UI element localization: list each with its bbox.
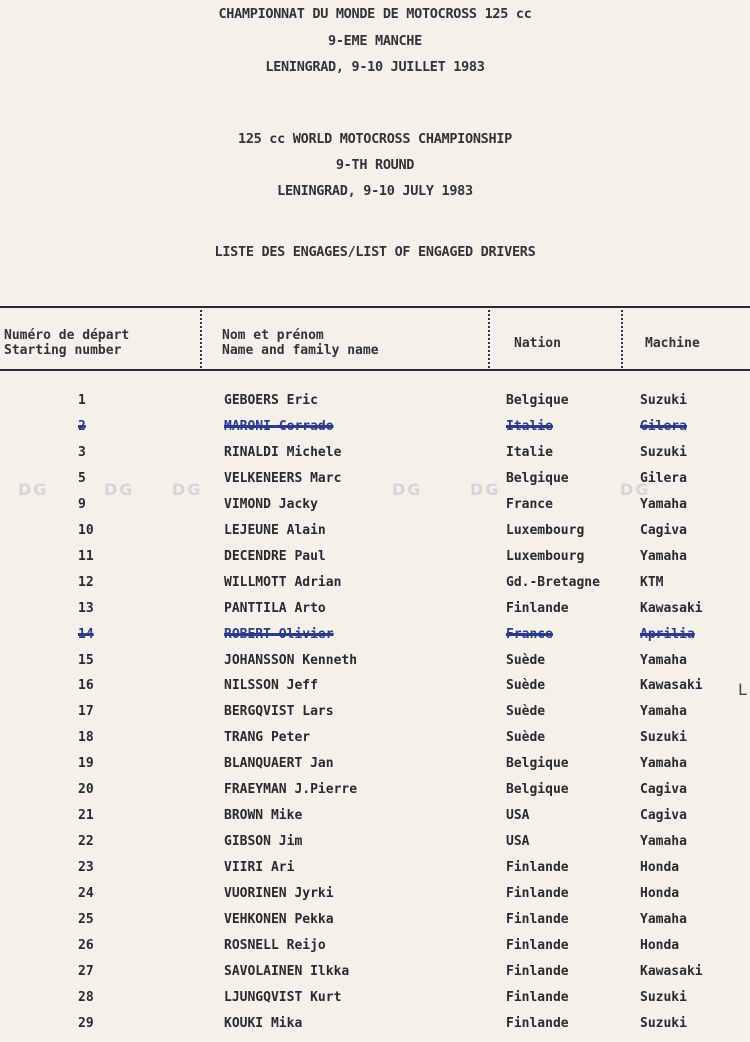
- table-row: [0, 471, 750, 497]
- table-row: [0, 445, 750, 471]
- machine: Yamaha: [640, 912, 687, 927]
- en-round: 9-TH ROUND: [335, 157, 415, 173]
- starting-number: 18: [78, 730, 94, 746]
- fr-round: 9-EME MANCHE: [328, 33, 422, 49]
- nation: Suède: [506, 652, 546, 668]
- starting-number: 17: [78, 704, 94, 720]
- column-header-number: Numéro de départ Starting number: [4, 328, 130, 358]
- nation: Finlande: [506, 989, 569, 1005]
- nation: Belgique: [506, 393, 569, 408]
- driver-name: LJUNGQVIST Kurt: [224, 989, 342, 1005]
- nation: France: [506, 626, 553, 642]
- starting-number: 20: [78, 782, 94, 798]
- machine: Yamaha: [640, 496, 687, 512]
- table-row: [0, 653, 750, 679]
- table-row: [0, 912, 750, 938]
- table-row: [0, 756, 750, 782]
- en-place: LENINGRAD, 9-10 JULY 1983: [277, 183, 473, 199]
- machine: Gilera: [640, 418, 687, 434]
- machine: Kawasaki: [640, 963, 703, 979]
- machine: Suzuki: [640, 444, 687, 460]
- driver-name: GIBSON Jim: [224, 834, 303, 850]
- table-top-rule: [0, 306, 750, 308]
- table-row: [0, 964, 750, 990]
- starting-number: 10: [78, 522, 94, 538]
- nation: Finlande: [506, 963, 569, 979]
- nation: Finlande: [506, 600, 569, 616]
- nation: Italie: [506, 444, 553, 460]
- driver-name: VIIRI Ari: [224, 860, 295, 876]
- table-row: [0, 601, 750, 627]
- nation: Finlande: [506, 937, 569, 953]
- nation: Belgique: [506, 756, 569, 772]
- starting-number: 28: [78, 989, 94, 1005]
- starting-number: 1: [78, 393, 86, 408]
- table-row: [0, 886, 750, 912]
- driver-name: BROWN Mike: [224, 808, 303, 824]
- nation: Suède: [506, 730, 546, 746]
- machine: Suzuki: [640, 393, 687, 408]
- driver-name: ROBERT Olivier: [224, 626, 334, 642]
- starting-number: 2: [78, 418, 86, 434]
- machine: Yamaha: [640, 834, 687, 850]
- driver-name: VUORINEN Jyrki: [224, 886, 334, 902]
- starting-number: 26: [78, 937, 94, 953]
- starting-number: 19: [78, 756, 94, 772]
- driver-name: RINALDI Michele: [224, 444, 342, 460]
- table-row: [0, 730, 750, 756]
- starting-number: 12: [78, 574, 94, 590]
- column-separator: [200, 310, 202, 368]
- starting-number: 25: [78, 912, 94, 927]
- table-row: [0, 938, 750, 964]
- watermark: DG: [392, 480, 423, 499]
- starting-number: 29: [78, 1015, 94, 1031]
- table-row: [0, 419, 750, 445]
- table-header-rule: [0, 369, 750, 371]
- driver-name: TRANG Peter: [224, 730, 311, 746]
- starting-number: 16: [78, 678, 94, 694]
- machine: Aprilia: [640, 626, 695, 642]
- machine: Cagiva: [640, 808, 687, 824]
- driver-name: VELKENEERS Marc: [224, 470, 342, 486]
- table-row: [0, 782, 750, 808]
- machine: Yamaha: [640, 652, 687, 668]
- starting-number: 5: [78, 470, 86, 486]
- driver-name: WILLMOTT Adrian: [224, 574, 342, 590]
- nation: Gd.-Bretagne: [506, 574, 600, 590]
- machine: Kawasaki: [640, 678, 703, 694]
- driver-name: NILSSON Jeff: [224, 678, 318, 694]
- column-header-nation: Nation: [514, 336, 561, 351]
- en-title: 125 cc WORLD MOTOCROSS CHAMPIONSHIP: [238, 131, 512, 147]
- starting-number: 14: [78, 626, 94, 642]
- watermark: DG: [470, 480, 501, 499]
- nation: France: [506, 496, 553, 512]
- driver-name: DECENDRE Paul: [224, 548, 326, 564]
- starting-number: 23: [78, 860, 94, 876]
- starting-number: 24: [78, 886, 94, 902]
- starting-number: 27: [78, 963, 94, 979]
- machine: Cagiva: [640, 782, 687, 798]
- machine: Cagiva: [640, 522, 687, 538]
- driver-name: SAVOLAINEN Ilkka: [224, 963, 350, 979]
- machine: Suzuki: [640, 989, 687, 1005]
- table-row: [0, 549, 750, 575]
- watermark: DG: [104, 480, 135, 499]
- table-row: [0, 704, 750, 730]
- driver-name: JOHANSSON Kenneth: [224, 652, 358, 668]
- starting-number: 21: [78, 808, 94, 824]
- machine: Yamaha: [640, 704, 687, 720]
- starting-number: 11: [78, 548, 94, 564]
- driver-name: KOUKI Mika: [224, 1015, 303, 1031]
- nation: USA: [506, 834, 530, 850]
- table-row: [0, 627, 750, 653]
- column-separator: [621, 310, 623, 368]
- nation: Belgique: [506, 782, 569, 798]
- driver-name: MARONI Corrado: [224, 418, 334, 434]
- machine: Kawasaki: [640, 600, 703, 616]
- column-header-machine: Machine: [645, 336, 700, 351]
- fr-place: LENINGRAD, 9-10 JUILLET 1983: [265, 59, 485, 75]
- watermark: DG: [18, 480, 49, 499]
- machine: Suzuki: [640, 730, 687, 746]
- table-row: [0, 808, 750, 834]
- driver-name: BERGQVIST Lars: [224, 704, 334, 720]
- table-row: [0, 523, 750, 549]
- nation: Luxembourg: [506, 522, 585, 538]
- fr-title: CHAMPIONNAT DU MONDE DE MOTOCROSS 125 cc: [218, 6, 532, 22]
- table-row: [0, 678, 750, 704]
- nation: Suède: [506, 678, 546, 694]
- driver-name: VIMOND Jacky: [224, 496, 318, 512]
- driver-name: LEJEUNE Alain: [224, 522, 326, 538]
- column-separator: [488, 310, 490, 368]
- nation: Italie: [506, 418, 553, 434]
- driver-name: BLANQUAERT Jan: [224, 756, 334, 772]
- nation: Luxembourg: [506, 548, 585, 564]
- table-row: [0, 834, 750, 860]
- machine: Honda: [640, 860, 680, 876]
- nation: USA: [506, 808, 530, 824]
- nation: Finlande: [506, 1015, 569, 1031]
- table-row: [0, 393, 750, 419]
- table-row: [0, 860, 750, 886]
- column-header-name: Nom et prénom Name and family name: [222, 328, 379, 358]
- list-title: LISTE DES ENGAGES/LIST OF ENGAGED DRIVERS: [214, 244, 536, 260]
- nation: Finlande: [506, 860, 569, 876]
- driver-name: ROSNELL Reijo: [224, 937, 326, 953]
- machine: Honda: [640, 937, 680, 953]
- table-row: [0, 497, 750, 523]
- nation: Finlande: [506, 886, 569, 902]
- driver-name: PANTTILA Arto: [224, 600, 326, 616]
- table-row: [0, 575, 750, 601]
- nation: Belgique: [506, 470, 569, 486]
- watermark: DG: [172, 480, 203, 499]
- machine: KTM: [640, 574, 664, 590]
- nation: Finlande: [506, 912, 569, 927]
- starting-number: 15: [78, 652, 94, 668]
- machine: Honda: [640, 886, 680, 902]
- machine: Yamaha: [640, 756, 687, 772]
- driver-name: VEHKONEN Pekka: [224, 912, 334, 927]
- driver-name: FRAEYMAN J.Pierre: [224, 782, 358, 798]
- machine: Gilera: [640, 470, 687, 486]
- margin-mark: L: [738, 680, 747, 699]
- table-row: [0, 990, 750, 1016]
- machine: Suzuki: [640, 1015, 687, 1031]
- starting-number: 3: [78, 444, 86, 460]
- table-row: [0, 1016, 750, 1042]
- driver-name: GEBOERS Eric: [224, 393, 318, 408]
- nation: Suède: [506, 704, 546, 720]
- machine: Yamaha: [640, 548, 687, 564]
- starting-number: 22: [78, 834, 94, 850]
- watermark: DG: [620, 480, 651, 499]
- starting-number: 9: [78, 496, 86, 512]
- starting-number: 13: [78, 600, 94, 616]
